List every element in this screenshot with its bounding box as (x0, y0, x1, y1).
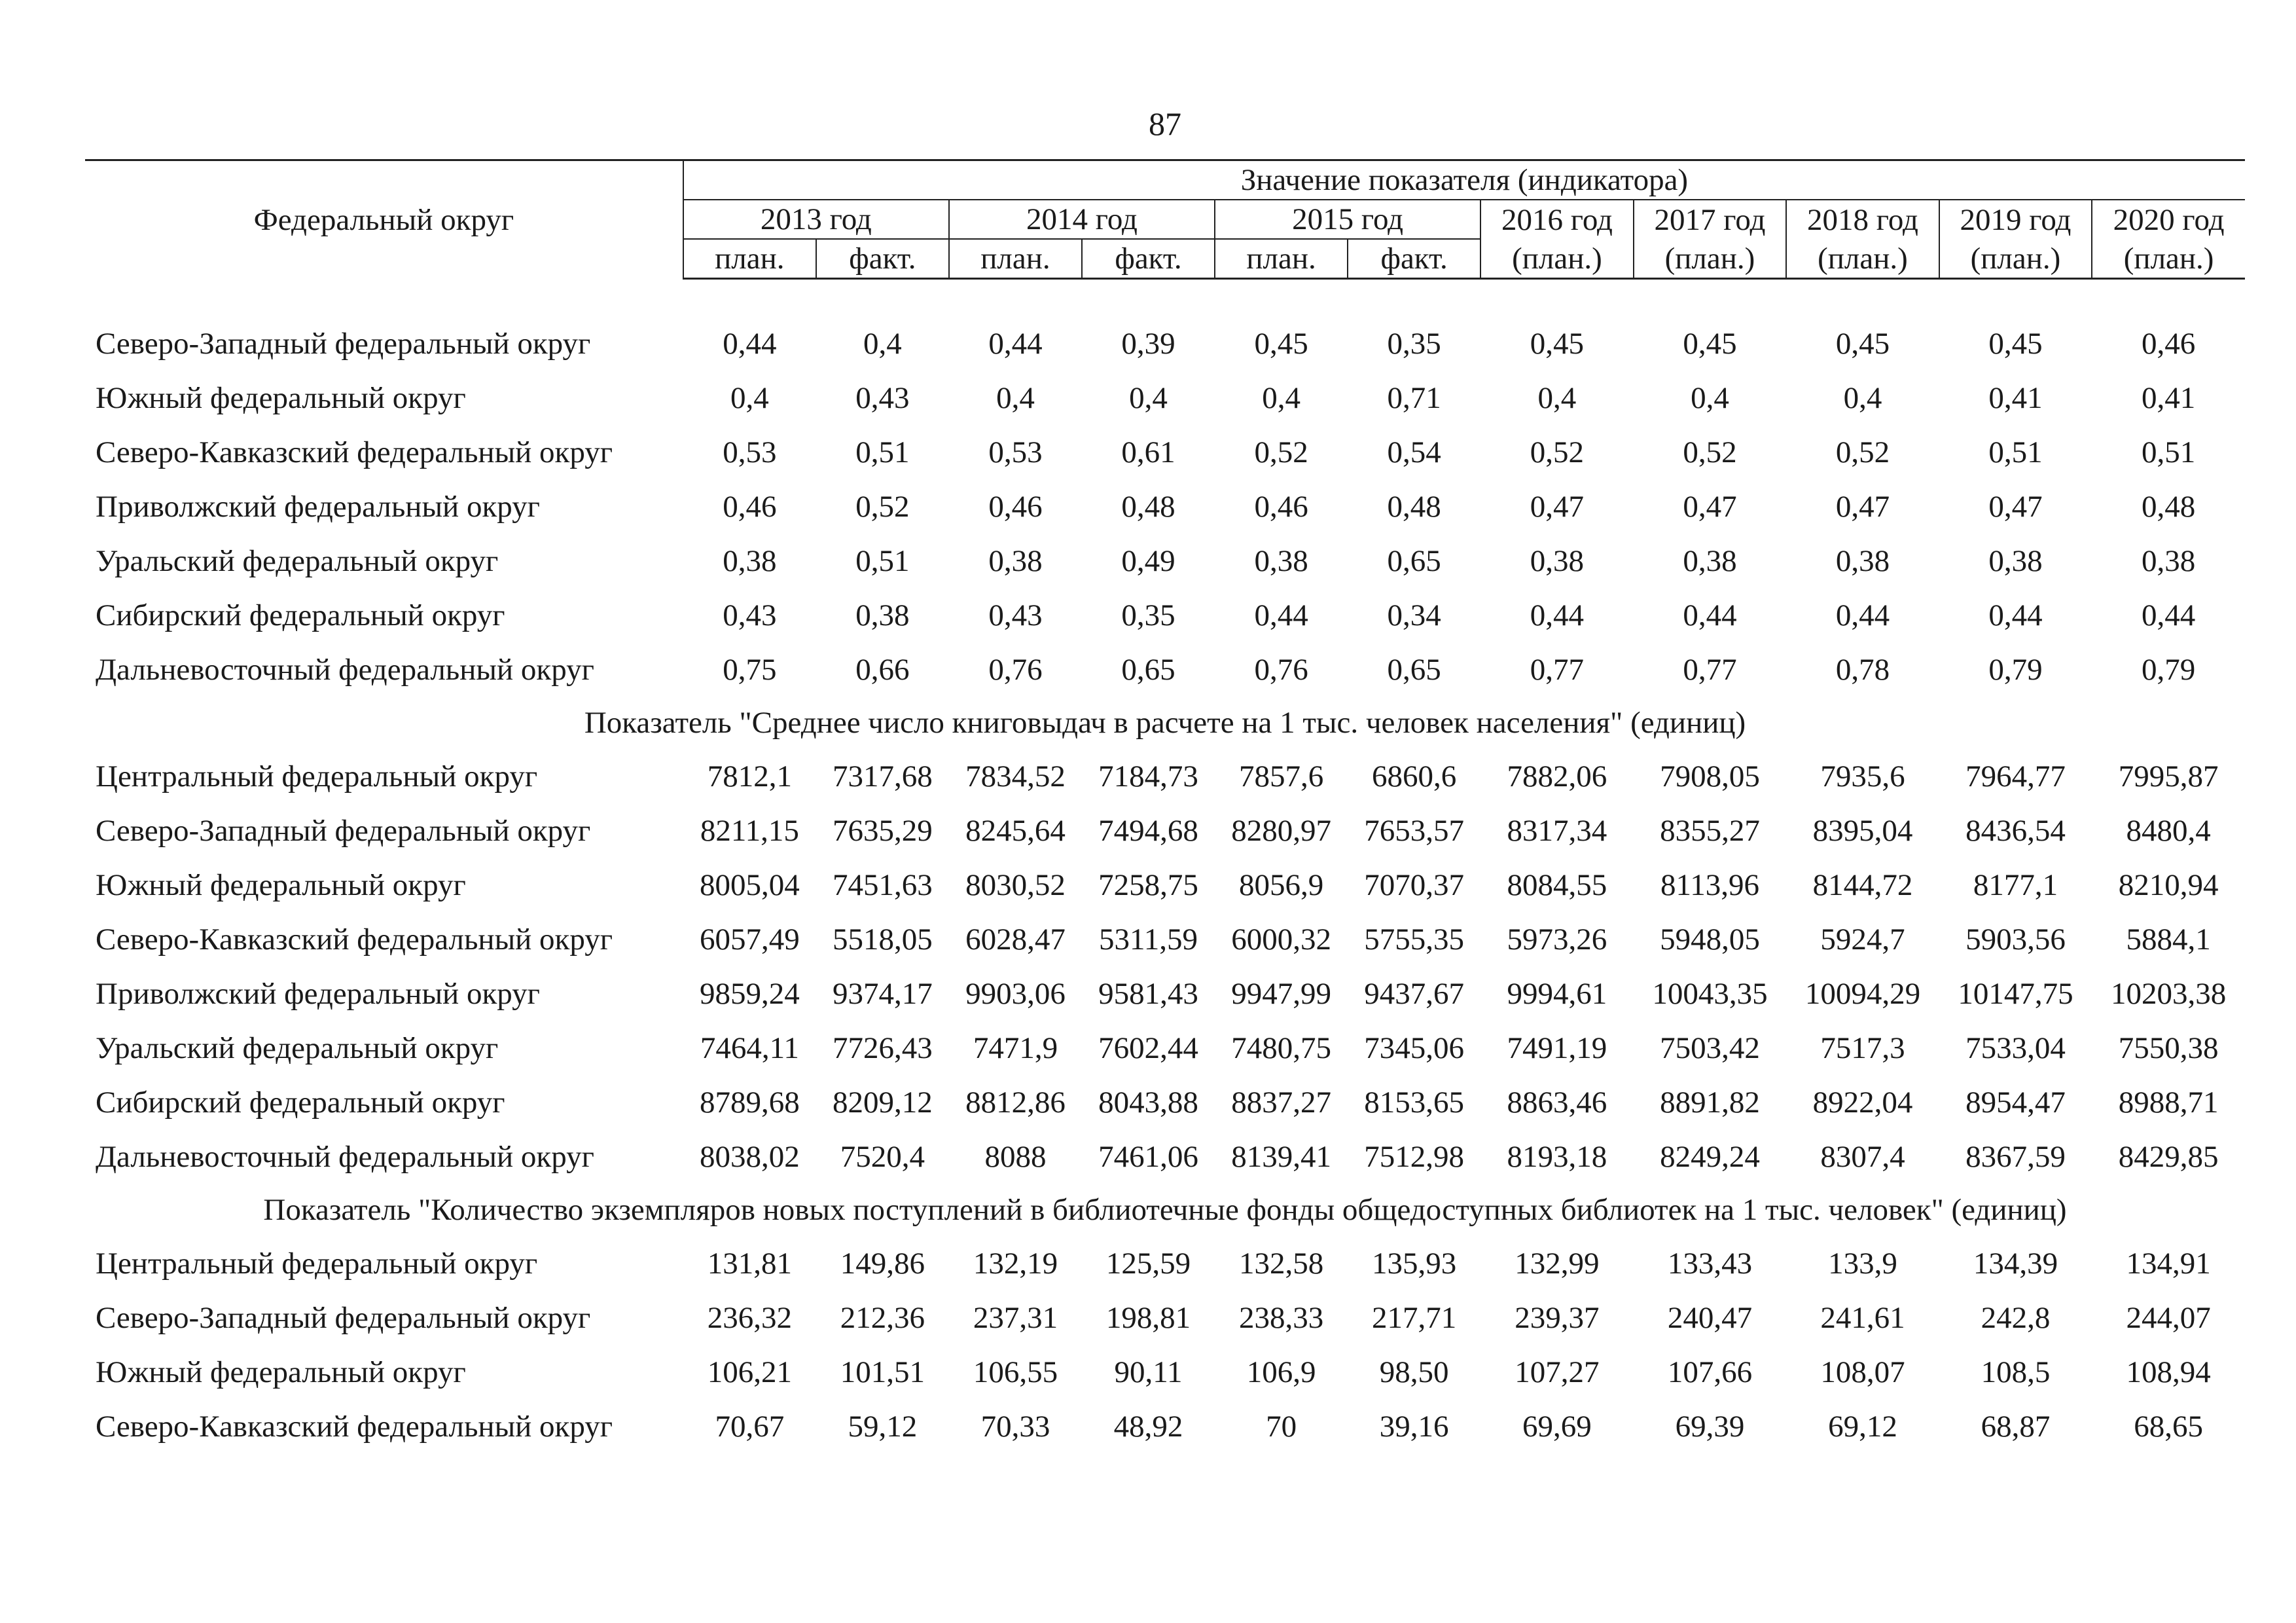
value-cell: 0,46 (2141, 326, 2196, 361)
value-cell: 236,32 (707, 1300, 792, 1335)
value-cell: 8837,27 (1231, 1085, 1331, 1120)
value-cell: 0,35 (1121, 598, 1175, 632)
table-row (85, 1075, 2245, 1129)
value-cell: 8245,64 (965, 813, 1066, 848)
year-header-2013: 2013 год (683, 200, 949, 239)
value-cell: 0,79 (2141, 652, 2196, 687)
section-title-book-loans: Показатель "Среднее число книговыдач в расчете на 1 тыс. человек населения" (единиц) (584, 706, 1746, 740)
value-cell: 7857,6 (1238, 759, 1324, 793)
value-cell: 0,43 (723, 598, 777, 632)
value-cell: 0,66 (855, 652, 910, 687)
value-cell: 0,54 (1387, 435, 1441, 469)
value-cell: 0,38 (988, 543, 1043, 578)
value-cell: 134,39 (1973, 1246, 2058, 1281)
value-cell: 0,47 (1683, 489, 1737, 524)
value-cell: 0,35 (1387, 326, 1441, 361)
value-cell: 8209,12 (833, 1085, 933, 1120)
value-cell: 8307,4 (1820, 1139, 1905, 1174)
value-cell: 0,38 (1530, 543, 1585, 578)
table-body (85, 279, 2245, 1454)
value-cell: 6028,47 (965, 922, 1066, 957)
value-cell: 9947,99 (1231, 976, 1331, 1011)
region-name-cell: Северо-Кавказский федеральный округ (96, 1409, 613, 1444)
value-cell: 7517,3 (1820, 1030, 1905, 1065)
value-cell: 8922,04 (1812, 1085, 1913, 1120)
indicator-value-header: Значение показателя (индикатора) (683, 160, 2245, 200)
value-cell: 132,99 (1515, 1246, 1600, 1281)
table-row (85, 1236, 2245, 1290)
value-cell: 7258,75 (1098, 867, 1198, 902)
value-cell: 7533,04 (1965, 1030, 2066, 1065)
plan-year-subheader: (план.) (1634, 239, 1787, 279)
year-header-2015: 2015 год (1215, 200, 1480, 239)
value-cell: 9994,61 (1507, 976, 1607, 1011)
value-cell: 10094,29 (1804, 976, 1921, 1011)
value-cell: 0,4 (996, 380, 1035, 415)
region-name-cell: Приволжский федеральный округ (96, 976, 540, 1011)
value-cell: 8088 (984, 1139, 1047, 1174)
value-cell: 8038,02 (699, 1139, 800, 1174)
value-cell: 0,44 (1835, 598, 1890, 632)
plan-subheader: план. (949, 239, 1082, 279)
value-cell: 8249,24 (1660, 1139, 1760, 1174)
table-row (85, 912, 2245, 966)
value-cell: 108,94 (2126, 1355, 2211, 1389)
value-cell: 8367,59 (1965, 1139, 2066, 1174)
value-cell: 106,55 (973, 1355, 1058, 1389)
value-cell: 244,07 (2126, 1300, 2211, 1335)
table-row (85, 858, 2245, 912)
value-cell: 125,59 (1105, 1246, 1191, 1281)
plan-year-subheader: (план.) (1786, 239, 1939, 279)
plan-year-subheader: (план.) (2092, 239, 2245, 279)
value-cell: 0,51 (855, 543, 910, 578)
value-cell: 5948,05 (1660, 922, 1760, 957)
value-cell: 6860,6 (1372, 759, 1457, 793)
value-cell: 133,9 (1828, 1246, 1897, 1281)
value-cell: 0,49 (1121, 543, 1175, 578)
value-cell: 7726,43 (833, 1030, 933, 1065)
value-cell: 106,21 (707, 1355, 792, 1389)
year-header-2016: 2016 год (1480, 200, 1634, 239)
value-cell: 0,45 (1835, 326, 1890, 361)
value-cell: 7935,6 (1820, 759, 1905, 793)
value-cell: 5903,56 (1965, 922, 2066, 957)
value-cell: 9859,24 (699, 976, 800, 1011)
value-cell: 6000,32 (1231, 922, 1331, 957)
plan-subheader: план. (683, 239, 816, 279)
value-cell: 0,44 (723, 326, 777, 361)
value-cell: 0,44 (988, 326, 1043, 361)
value-cell: 70,67 (715, 1409, 785, 1444)
value-cell: 0,38 (855, 598, 910, 632)
value-cell: 0,44 (1683, 598, 1737, 632)
value-cell: 5311,59 (1099, 922, 1198, 957)
value-cell: 135,93 (1372, 1246, 1457, 1281)
region-name-cell: Южный федеральный округ (96, 867, 466, 902)
value-cell: 0,46 (988, 489, 1043, 524)
value-cell: 107,66 (1667, 1355, 1753, 1389)
value-cell: 240,47 (1667, 1300, 1753, 1335)
value-cell: 8789,68 (699, 1085, 800, 1120)
value-cell: 0,44 (1530, 598, 1585, 632)
value-cell: 5755,35 (1364, 922, 1465, 957)
section-title-new-acquisitions: Показатель "Количество экземпляров новых поступлений в библиотечные фонды общедоступных библиотек на 1 тыс. человек" (единиц) (263, 1193, 2067, 1227)
value-cell: 0,38 (1988, 543, 2043, 578)
section-title-book-loans-row (85, 697, 2245, 749)
value-cell: 48,92 (1113, 1409, 1183, 1444)
value-cell: 241,61 (1820, 1300, 1905, 1335)
value-cell: 0,4 (863, 326, 902, 361)
value-cell: 0,34 (1387, 598, 1441, 632)
value-cell: 0,65 (1387, 652, 1441, 687)
value-cell: 0,65 (1121, 652, 1175, 687)
table-row (85, 371, 2245, 425)
value-cell: 0,4 (1691, 380, 1729, 415)
value-cell: 0,44 (1988, 598, 2043, 632)
year-header-2017: 2017 год (1634, 200, 1787, 239)
region-name-cell: Уральский федеральный округ (96, 1030, 499, 1065)
value-cell: 0,45 (1254, 326, 1308, 361)
value-cell: 7345,06 (1364, 1030, 1465, 1065)
value-cell: 0,44 (1254, 598, 1308, 632)
region-name-cell: Приволжский федеральный округ (96, 489, 540, 524)
value-cell: 7995,87 (2118, 759, 2219, 793)
table-row (85, 642, 2245, 697)
indicator-table (85, 159, 2245, 1453)
value-cell: 0,41 (2141, 380, 2196, 415)
value-cell: 8355,27 (1660, 813, 1760, 848)
value-cell: 0,52 (1835, 435, 1890, 469)
value-cell: 131,81 (707, 1246, 792, 1281)
value-cell: 7461,06 (1098, 1139, 1198, 1174)
value-cell: 8177,1 (1973, 867, 2058, 902)
value-cell: 217,71 (1372, 1300, 1457, 1335)
value-cell: 7834,52 (965, 759, 1066, 793)
table-row (85, 588, 2245, 642)
value-cell: 106,9 (1246, 1355, 1316, 1389)
value-cell: 5518,05 (833, 922, 933, 957)
value-cell: 0,48 (1121, 489, 1175, 524)
value-cell: 8084,55 (1507, 867, 1607, 902)
value-cell: 0,47 (1988, 489, 2043, 524)
plan-year-subheader: (план.) (1480, 239, 1634, 279)
value-cell: 149,86 (840, 1246, 925, 1281)
value-cell: 5924,7 (1820, 922, 1905, 957)
region-name-cell: Сибирский федеральный округ (96, 598, 505, 632)
table-row (85, 316, 2245, 371)
value-cell: 9903,06 (965, 976, 1066, 1011)
value-cell: 8317,34 (1507, 813, 1607, 848)
value-cell: 0,75 (723, 652, 777, 687)
value-cell: 0,38 (1683, 543, 1737, 578)
year-header-2020: 2020 год (2113, 202, 2225, 237)
table-row (85, 1129, 2245, 1184)
value-cell: 0,39 (1121, 326, 1175, 361)
value-cell: 10147,75 (1958, 976, 2073, 1011)
table-row (85, 1290, 2245, 1345)
value-cell: 10043,35 (1652, 976, 1768, 1011)
value-cell: 68,87 (1981, 1409, 2051, 1444)
value-cell: 108,5 (1981, 1355, 2051, 1389)
value-cell: 0,71 (1387, 380, 1441, 415)
value-cell: 7812,1 (707, 759, 792, 793)
year-header-2019: 2019 год (1939, 200, 2092, 239)
value-cell: 7908,05 (1660, 759, 1760, 793)
plan-year-subheader: (план.) (1939, 239, 2092, 279)
section-title-new-acquisitions-row (85, 1184, 2245, 1236)
value-cell: 0,76 (988, 652, 1043, 687)
value-cell: 39,16 (1379, 1409, 1449, 1444)
value-cell: 0,43 (855, 380, 910, 415)
value-cell: 5884,1 (2126, 922, 2211, 957)
value-cell: 8954,47 (1965, 1085, 2066, 1120)
value-cell: 0,4 (1129, 380, 1168, 415)
value-cell: 8988,71 (2118, 1085, 2219, 1120)
value-cell: 0,45 (1988, 326, 2043, 361)
region-name-cell: Северо-Западный федеральный округ (96, 813, 591, 848)
header-spacer-row (85, 279, 2245, 317)
value-cell: 7503,42 (1660, 1030, 1760, 1065)
value-cell: 237,31 (973, 1300, 1058, 1335)
value-cell: 70,33 (980, 1409, 1050, 1444)
fact-subheader: факт. (1348, 239, 1480, 279)
value-cell: 239,37 (1515, 1300, 1600, 1335)
value-cell: 7653,57 (1364, 813, 1465, 848)
value-cell: 98,50 (1379, 1355, 1449, 1389)
value-cell: 8395,04 (1812, 813, 1913, 848)
value-cell: 0,44 (2141, 598, 2196, 632)
value-cell: 7635,29 (833, 813, 933, 848)
value-cell: 0,77 (1530, 652, 1585, 687)
value-cell: 7494,68 (1098, 813, 1198, 848)
value-cell: 6057,49 (699, 922, 800, 957)
region-name-cell: Уральский федеральный округ (96, 543, 499, 578)
value-cell: 0,53 (988, 435, 1043, 469)
value-cell: 0,52 (1530, 435, 1585, 469)
value-cell: 8891,82 (1660, 1085, 1760, 1120)
value-cell: 10203,38 (2110, 976, 2227, 1011)
table-row (85, 966, 2245, 1021)
value-cell: 70 (1266, 1409, 1297, 1444)
value-cell: 0,45 (1530, 326, 1585, 361)
value-cell: 0,79 (1988, 652, 2043, 687)
fact-subheader: факт. (816, 239, 949, 279)
region-name-cell: Центральный федеральный округ (96, 1246, 538, 1281)
value-cell: 0,4 (1843, 380, 1882, 415)
value-cell: 0,4 (730, 380, 769, 415)
region-name-cell: Дальневосточный федеральный округ (96, 1139, 594, 1174)
value-cell: 7512,98 (1364, 1139, 1465, 1174)
value-cell: 0,4 (1262, 380, 1300, 415)
region-name-cell: Южный федеральный округ (96, 1355, 466, 1389)
value-cell: 9437,67 (1364, 976, 1465, 1011)
value-cell: 8429,85 (2118, 1139, 2219, 1174)
plan-subheader: план. (1215, 239, 1348, 279)
value-cell: 7550,38 (2118, 1030, 2219, 1065)
region-name-cell: Дальневосточный федеральный округ (96, 652, 594, 687)
value-cell: 7964,77 (1965, 759, 2066, 793)
table-row (85, 1399, 2245, 1453)
value-cell: 0,76 (1254, 652, 1308, 687)
value-cell: 134,91 (2126, 1246, 2211, 1281)
value-cell: 69,39 (1675, 1409, 1745, 1444)
region-name-cell: Сибирский федеральный округ (96, 1085, 505, 1120)
value-cell: 7070,37 (1364, 867, 1465, 902)
value-cell: 8280,97 (1231, 813, 1331, 848)
value-cell: 0,51 (855, 435, 910, 469)
value-cell: 0,47 (1835, 489, 1890, 524)
value-cell: 69,69 (1522, 1409, 1592, 1444)
region-name-cell: Северо-Западный федеральный округ (96, 1300, 591, 1335)
table-row (85, 425, 2245, 479)
value-cell: 8056,9 (1238, 867, 1324, 902)
value-cell: 0,45 (1683, 326, 1737, 361)
value-cell: 59,12 (848, 1409, 918, 1444)
value-cell: 9581,43 (1098, 976, 1198, 1011)
page-number: 87 (1149, 105, 1181, 142)
value-cell: 7491,19 (1507, 1030, 1607, 1065)
value-cell: 0,47 (1530, 489, 1585, 524)
table-row (85, 749, 2245, 803)
table-row (85, 1345, 2245, 1399)
value-cell: 0,43 (988, 598, 1043, 632)
value-cell: 7317,68 (833, 759, 933, 793)
value-cell: 7184,73 (1098, 759, 1198, 793)
value-cell: 0,77 (1683, 652, 1737, 687)
value-cell: 0,38 (723, 543, 777, 578)
value-cell: 242,8 (1981, 1300, 2051, 1335)
value-cell: 107,27 (1515, 1355, 1600, 1389)
value-cell: 8043,88 (1098, 1085, 1198, 1120)
value-cell: 0,38 (2141, 543, 2196, 578)
table-row (85, 479, 2245, 534)
value-cell: 238,33 (1238, 1300, 1324, 1335)
value-cell: 0,41 (1988, 380, 2043, 415)
value-cell: 69,12 (1828, 1409, 1897, 1444)
value-cell: 0,38 (1254, 543, 1308, 578)
value-cell: 68,65 (2134, 1409, 2203, 1444)
value-cell: 8139,41 (1231, 1139, 1331, 1174)
region-name-cell: Северо-Кавказский федеральный округ (96, 435, 613, 469)
value-cell: 0,52 (1254, 435, 1308, 469)
value-cell: 198,81 (1105, 1300, 1191, 1335)
region-name-cell: Центральный федеральный округ (96, 759, 538, 793)
value-cell: 90,11 (1114, 1355, 1183, 1389)
value-cell: 133,43 (1667, 1246, 1753, 1281)
value-cell: 0,78 (1835, 652, 1890, 687)
district-column-header: Федеральный округ (85, 160, 683, 279)
year-header-2014: 2014 год (949, 200, 1215, 239)
value-cell: 7451,63 (833, 867, 933, 902)
value-cell: 132,19 (973, 1246, 1058, 1281)
value-cell: 0,48 (1387, 489, 1441, 524)
value-cell: 8211,15 (700, 813, 799, 848)
value-cell: 8113,96 (1660, 867, 1759, 902)
region-name-cell: Северо-Кавказский федеральный округ (96, 922, 613, 957)
indicator-table-container (85, 159, 2245, 1453)
fact-subheader: факт. (1082, 239, 1215, 279)
value-cell: 8153,65 (1364, 1085, 1465, 1120)
value-cell: 8144,72 (1812, 867, 1913, 902)
value-cell: 0,51 (1988, 435, 2043, 469)
value-cell: 0,4 (1537, 380, 1577, 415)
value-cell: 7471,9 (973, 1030, 1058, 1065)
value-cell: 8193,18 (1507, 1139, 1607, 1174)
value-cell: 5973,26 (1507, 922, 1607, 957)
value-cell: 0,51 (2141, 435, 2196, 469)
region-name-cell: Северо-Западный федеральный округ (96, 326, 591, 361)
value-cell: 212,36 (840, 1300, 925, 1335)
year-header-2018: 2018 год (1786, 200, 1939, 239)
value-cell: 132,58 (1238, 1246, 1324, 1281)
value-cell: 8436,54 (1965, 813, 2066, 848)
value-cell: 7602,44 (1098, 1030, 1198, 1065)
value-cell: 0,52 (1683, 435, 1737, 469)
value-cell: 8812,86 (965, 1085, 1066, 1120)
value-cell: 7464,11 (700, 1030, 799, 1065)
value-cell: 0,46 (723, 489, 777, 524)
table-row (85, 803, 2245, 858)
value-cell: 8030,52 (965, 867, 1066, 902)
value-cell: 8863,46 (1507, 1085, 1607, 1120)
table-header (85, 160, 2245, 279)
value-cell: 0,46 (1254, 489, 1308, 524)
value-cell: 0,61 (1121, 435, 1175, 469)
table-row (85, 534, 2245, 588)
value-cell: 9374,17 (833, 976, 933, 1011)
value-cell: 7480,75 (1231, 1030, 1331, 1065)
value-cell: 0,48 (2141, 489, 2196, 524)
value-cell: 0,52 (855, 489, 910, 524)
value-cell: 0,53 (723, 435, 777, 469)
value-cell: 0,38 (1835, 543, 1890, 578)
value-cell: 8480,4 (2126, 813, 2211, 848)
value-cell: 7882,06 (1507, 759, 1607, 793)
value-cell: 101,51 (840, 1355, 925, 1389)
value-cell: 7520,4 (840, 1139, 925, 1174)
value-cell: 0,65 (1387, 543, 1441, 578)
value-cell: 8005,04 (699, 867, 800, 902)
table-row (85, 1021, 2245, 1075)
value-cell: 108,07 (1820, 1355, 1905, 1389)
value-cell: 8210,94 (2118, 867, 2219, 902)
region-name-cell: Южный федеральный округ (96, 380, 466, 415)
